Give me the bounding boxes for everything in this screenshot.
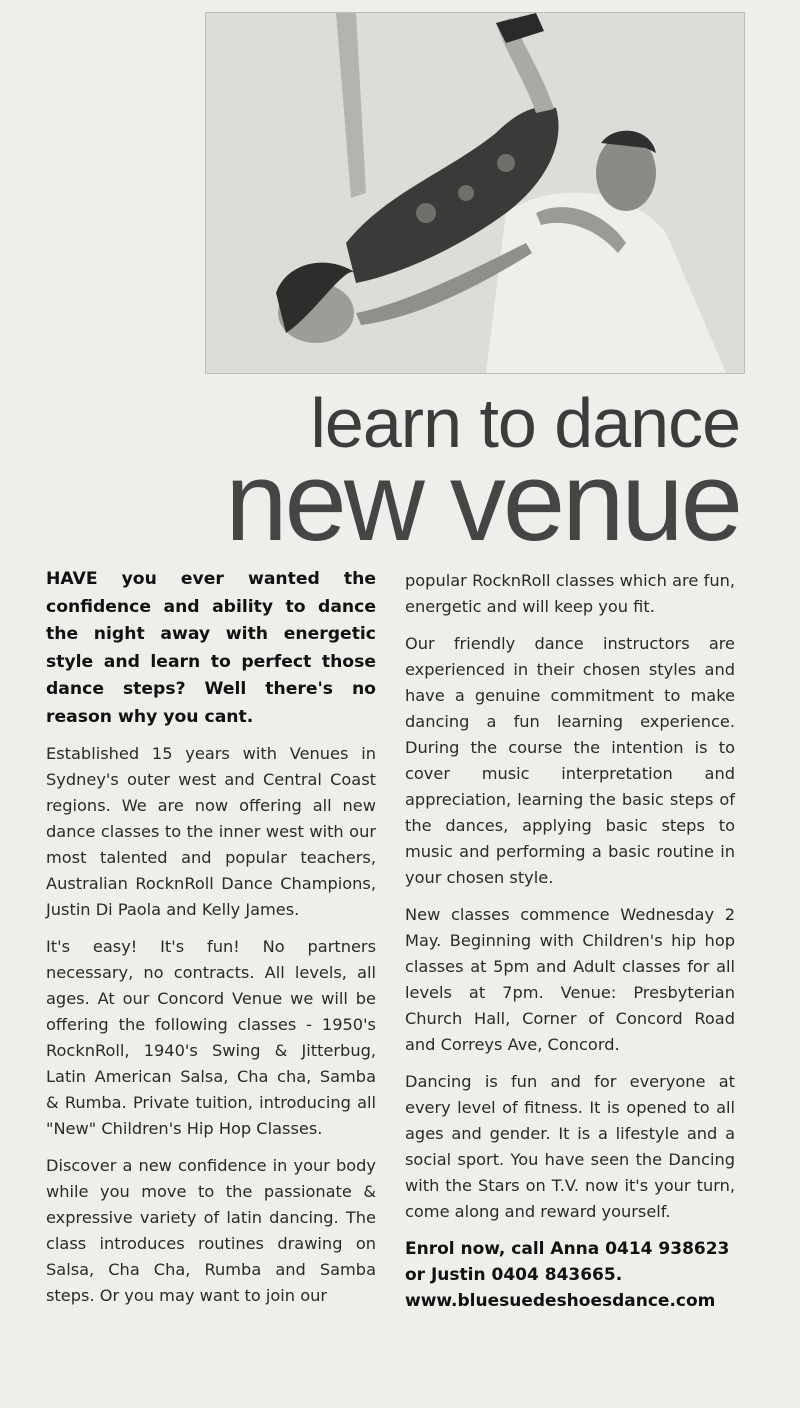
paragraph-new-classes: New classes commence Wednesday 2 May. Beginning with Children's hip hop classes at 5pm and Adult classes for all levels at 7pm. Venue: Presbyterian Church Hall, Corner of Concord Road and Correys Ave, Concord. [405,905,735,1054]
dancers-photo [205,12,745,374]
lead-paragraph: HAVE you ever wanted the confidence and ability to dance the night away with energetic style and learn to perfect those dance steps? Well there's no reason why you cant. [46,569,376,727]
paragraph-established: Established 15 years with Venues in Sydney's outer west and Central Coast regions. We are now offering all new dance classes to the inner west with our most talented and popular teachers, Australian RocknRoll Dance Champions, Justin Di Paola and Kelly James. [46,744,376,919]
paragraph-dancing-fun: Dancing is fun and for everyone at every level of fitness. It is opened to all ages and gender. It is a lifestyle and a social sport. You have seen the Dancing with the Stars on T.V. now it's your turn, come along and reward yourself. [405,1072,735,1221]
paragraph-rocknroll: popular RocknRoll classes which are fun, energetic and will keep you fit. [405,571,735,616]
dancers-illustration [206,13,744,373]
paragraph-discover: Discover a new confidence in your body while you move to the passionate & expressive variety of latin dancing. The class introduces routines drawing on Salsa, Cha Cha, Rumba and Samba steps. Or you may want to join our [46,1156,376,1305]
contact-anna: Enrol now, call Anna 0414 938623 [405,1239,730,1259]
website-link[interactable]: www.bluesuedeshoesdance.com [405,1291,716,1311]
paragraph-instructors: Our friendly dance instructors are experienced in their chosen styles and have a genuine commitment to make dancing a fun learning experience. During the course the intention is to cover music interpretation and appreciation, learning the basic steps of the dances, applying basic steps to music and performing a basic routine in your chosen style. [405,634,735,887]
headline-new-venue: new venue [225,439,740,564]
headline-learn-to-dance: learn to dance [310,384,740,462]
contact-justin: or Justin 0404 843665. [405,1265,623,1285]
paragraph-easy-fun: It's easy! It's fun! No partners necessary, no contracts. All levels, all ages. At our Concord Venue we will be offering the following classes - 1950's RocknRoll, 1940's Swing & Jitterbug, Latin American Salsa, Cha cha, Samba & Rumba. Private tuition, introducing all "New" Children's Hip Hop Classes. [46,937,376,1138]
left-column [46,566,376,1320]
right-column [405,568,735,1314]
